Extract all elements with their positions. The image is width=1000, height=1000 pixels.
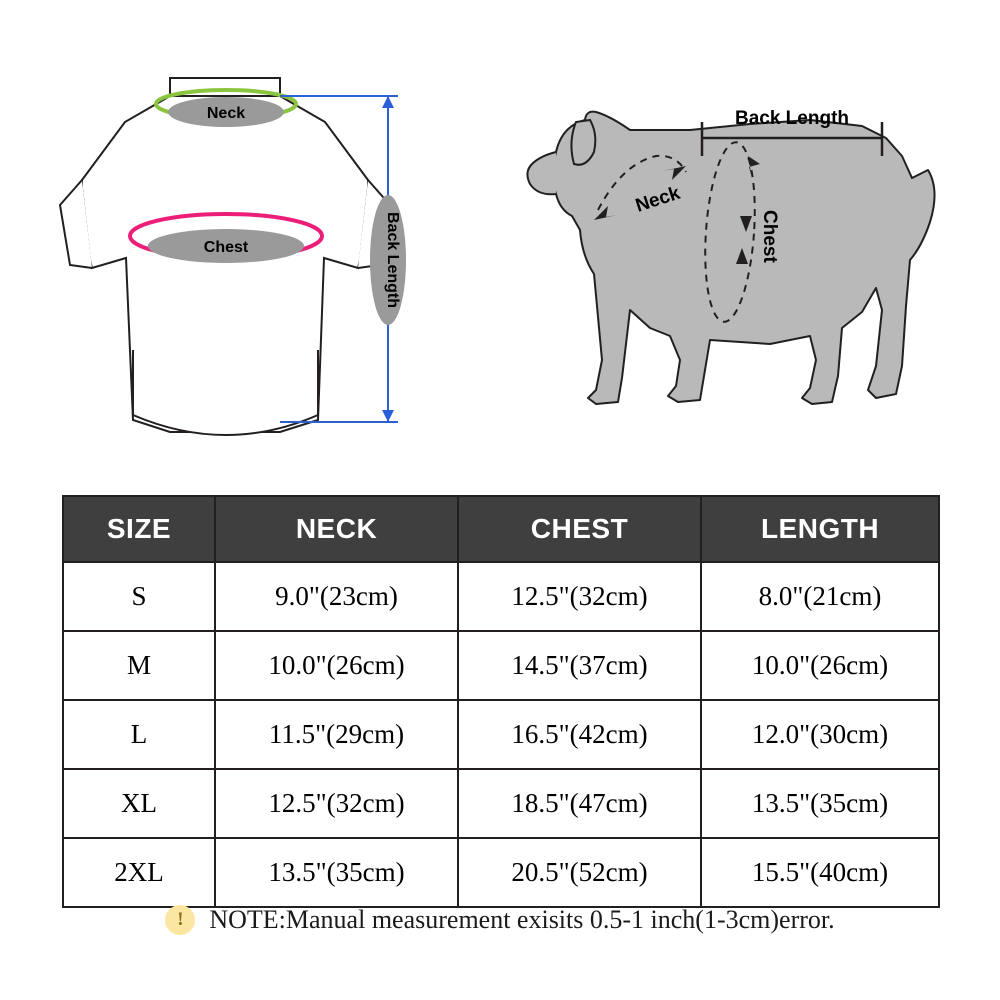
cell-length: 15.5"(40cm) [701,838,939,907]
note-row [62,905,938,935]
dog-neck-label: Neck [633,182,683,217]
cell-size: S [63,562,215,631]
cell-length: 13.5"(35cm) [701,769,939,838]
column-header-length: LENGTH [701,496,939,562]
cell-size: 2XL [63,838,215,907]
back-length-arrow-up [382,96,394,108]
cell-neck: 12.5"(32cm) [215,769,458,838]
garment-diagram [30,60,450,460]
cell-chest: 20.5"(52cm) [458,838,701,907]
cell-size: M [63,631,215,700]
dog-muzzle [527,152,556,194]
neck-label: Neck [206,105,246,122]
table-row [63,631,939,700]
cell-chest: 12.5"(32cm) [458,562,701,631]
table-header-row [63,496,939,562]
cell-length: 12.0"(30cm) [701,700,939,769]
back-length-arrow-down [382,410,394,422]
table-row [63,769,939,838]
chest-label: Chest [203,239,249,256]
cell-chest: 14.5"(37cm) [458,631,701,700]
size-table [62,495,940,908]
table-row [63,700,939,769]
warning-icon: ! [165,905,195,935]
column-header-neck: NECK [215,496,458,562]
table-row [63,562,939,631]
cell-neck: 11.5"(29cm) [215,700,458,769]
cell-size: L [63,700,215,769]
cell-neck: 9.0"(23cm) [215,562,458,631]
dog-diagram [510,60,950,460]
cell-size: XL [63,769,215,838]
cell-chest: 18.5"(47cm) [458,769,701,838]
diagram-area [0,0,1000,470]
note-text: NOTE:Manual measurement exisits 0.5-1 inch(1-3cm)error. [209,905,835,934]
cell-chest: 16.5"(42cm) [458,700,701,769]
column-header-chest: CHEST [458,496,701,562]
size-table-wrapper [62,495,938,908]
cell-length: 10.0"(26cm) [701,631,939,700]
cell-neck: 13.5"(35cm) [215,838,458,907]
dog-chest-label: Chest [759,210,780,263]
cell-neck: 10.0"(26cm) [215,631,458,700]
column-header-size: SIZE [63,496,215,562]
table-row [63,838,939,907]
back-length-label: Back Length [384,211,401,309]
dog-back-length-label: Back Length [734,108,850,129]
cell-length: 8.0"(21cm) [701,562,939,631]
